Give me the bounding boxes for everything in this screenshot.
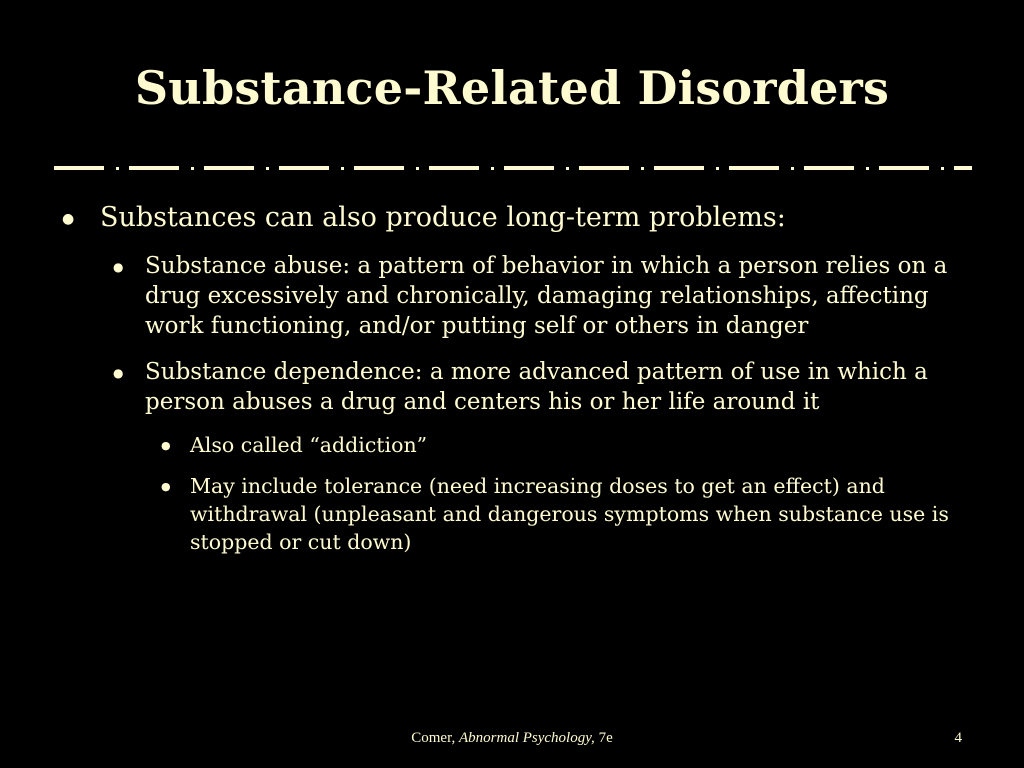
footer-edition: 7e [598,730,613,746]
bullet-text: May include tolerance (need increasing doses to get an effect) and withdrawal (unpleasant and dangerous symptoms when substance use is stopped or cut down) [190,474,949,554]
bullet-level-3 [60,431,980,459]
slide-footer [0,729,1024,747]
bullet-level-2 [60,357,980,417]
slide-title: Substance-Related Disorders [134,61,890,115]
title-divider [54,163,972,173]
bullet-dot-icon: ● [161,480,171,493]
bullet-dot-icon: ● [113,260,124,274]
bullet-dot-icon: ● [113,366,124,380]
footer-book-title: Abnormal Psychology, [458,730,595,746]
bullet-text: Substance abuse: a pattern of behavior in which a person relies on a drug excessively and chronically, damaging relationships, affecting work functioning, and/or putting self or others in danger [145,253,948,339]
footer-author: Comer, [411,730,456,746]
bullet-text: Substances can also produce long-term problems: [100,202,786,233]
slide-body [60,198,980,556]
bullet-dot-icon: ● [161,439,171,452]
bullet-level-3 [60,472,980,556]
bullet-level-2 [60,251,980,341]
bullet-level-1 [60,198,980,238]
bullet-text: Also called “addiction” [190,433,428,457]
bullet-dot-icon: ● [62,211,75,227]
page-number: 4 [954,730,962,746]
bullet-text: Substance dependence: a more advanced pattern of use in which a person abuses a drug and centers his or her life around it [145,359,928,415]
